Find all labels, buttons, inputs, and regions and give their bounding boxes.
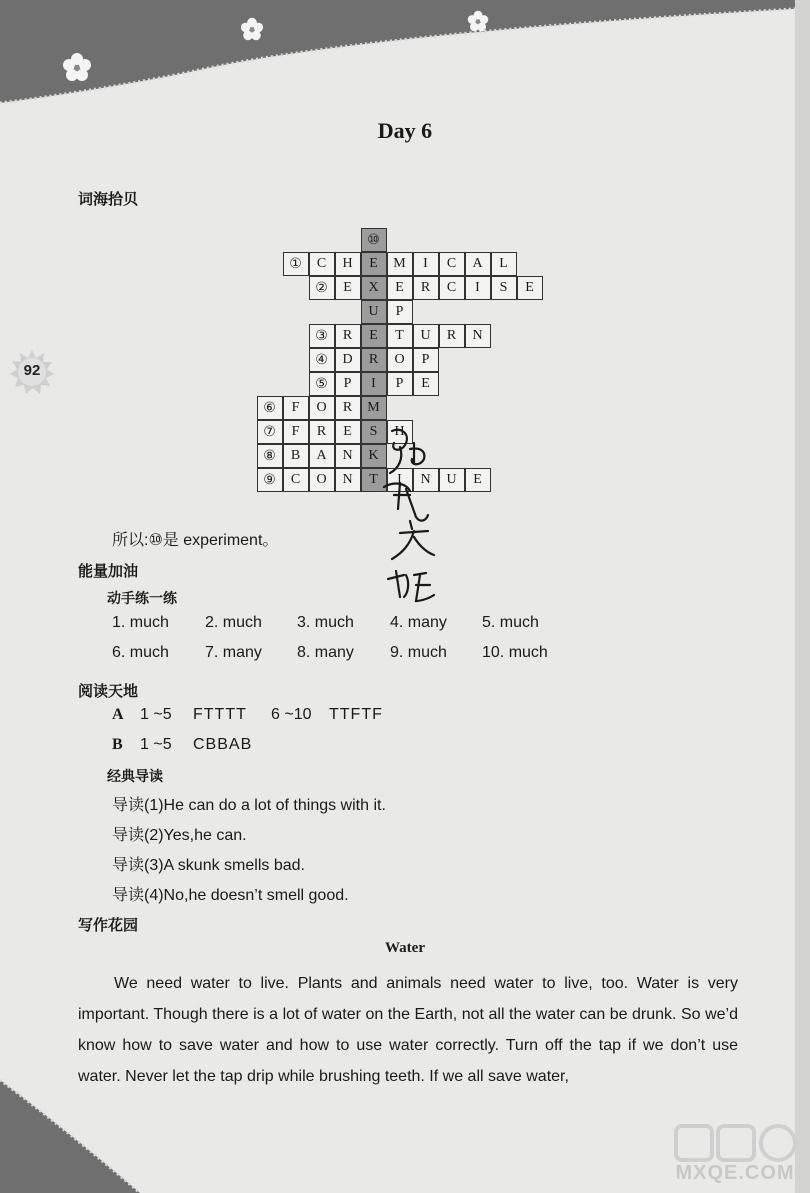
crossword-cell: C xyxy=(309,252,335,276)
crossword-cell: E xyxy=(465,468,491,492)
handwritten-signature xyxy=(370,425,440,605)
crossword-cell: R xyxy=(335,396,361,420)
crossword-cell: N xyxy=(335,444,361,468)
guide-label: 经典导读 xyxy=(107,768,163,784)
crossword-cell: K xyxy=(361,444,387,468)
guide-line-4: 导读(4)No,he doesn’t smell good. xyxy=(112,887,349,904)
crossword-cell: N xyxy=(413,468,439,492)
crossword-cell: C xyxy=(439,252,465,276)
page-number-badge xyxy=(10,350,54,394)
essay-body xyxy=(78,968,738,1092)
flower-icon xyxy=(240,17,264,41)
practice-label: 动手练一练 xyxy=(107,590,177,606)
crossword-cell: T xyxy=(361,468,387,492)
crossword-cell: U xyxy=(413,324,439,348)
watermark-text: MXQE.COM xyxy=(675,1162,795,1184)
crossword-cell: E xyxy=(387,276,413,300)
crossword-cell: M xyxy=(361,396,387,420)
crossword-cell: E xyxy=(413,372,439,396)
crossword-conclusion: 所以:⑩是 experiment。 xyxy=(112,532,279,549)
practice-answer: 5. much xyxy=(482,614,539,631)
crossword-clue-number: ⑤ xyxy=(309,372,335,396)
crossword-clue-number: ⑨ xyxy=(257,468,283,492)
crossword-cell: I xyxy=(465,276,491,300)
practice-answer: 10. much xyxy=(482,644,548,661)
section-heading-energy: 能量加油 xyxy=(78,563,139,580)
practice-answer: 9. much xyxy=(390,644,447,661)
section-heading-vocab: 词海拾贝 xyxy=(78,191,139,208)
reading-b-answers-1: CBBAB xyxy=(193,736,253,753)
crossword-cell: P xyxy=(335,372,361,396)
practice-answer: 3. much xyxy=(297,614,354,631)
crossword-cell: M xyxy=(387,252,413,276)
page-title: Day 6 xyxy=(377,118,433,143)
crossword-clue-number: ⑧ xyxy=(257,444,283,468)
reading-a-range-2: 6 ~10 xyxy=(271,706,312,723)
crossword-cell: E xyxy=(361,324,387,348)
crossword-cell: S xyxy=(491,276,517,300)
reading-a-answers-1: FTTTT xyxy=(193,706,247,723)
page-number: 92 xyxy=(23,362,41,379)
practice-answer: 7. many xyxy=(205,644,262,661)
crossword-cell: H xyxy=(387,420,413,444)
essay-paragraph: We need water to live. Plants and animals need water to live, too. Water is very important. Though there is a lot of water on the Earth, not all the water can be drunk. So we’d know how to save water and how to use water correctly. Turn off the tap if we don’t use water. Never let the tap drip while brushing teeth. If we all save water, xyxy=(78,975,738,1085)
crossword-cell: R xyxy=(335,324,361,348)
crossword-clue-number: ⑥ xyxy=(257,396,283,420)
guide-line-2: 导读(2)Yes,he can. xyxy=(112,827,247,844)
crossword-cell: I xyxy=(413,252,439,276)
reading-a-answers-2: TTFTF xyxy=(329,706,383,723)
crossword-cell: H xyxy=(335,252,361,276)
guide-line-1: 导读(1)He can do a lot of things with it. xyxy=(112,797,386,814)
practice-answer: 2. much xyxy=(205,614,262,631)
crossword-cell: O xyxy=(309,396,335,420)
essay-title: Water xyxy=(385,940,425,956)
crossword-cell: B xyxy=(283,444,309,468)
practice-answer: 4. many xyxy=(390,614,447,631)
crossword-cell: C xyxy=(283,468,309,492)
crossword-cell: F xyxy=(283,396,309,420)
crossword-cell: F xyxy=(283,420,309,444)
crossword-clue-number: ① xyxy=(283,252,309,276)
crossword-cell: I xyxy=(387,468,413,492)
crossword-cell: L xyxy=(491,252,517,276)
crossword-cell: I xyxy=(361,372,387,396)
crossword-clue-number: ② xyxy=(309,276,335,300)
crossword-cell: T xyxy=(387,324,413,348)
practice-answer: 6. much xyxy=(112,644,169,661)
crossword-cell: A xyxy=(309,444,335,468)
reading-a-range-1: 1 ~5 xyxy=(140,706,172,723)
crossword-cell: E xyxy=(517,276,543,300)
crossword-cell: E xyxy=(335,276,361,300)
reading-b-range-1: 1 ~5 xyxy=(140,736,172,753)
crossword-clue-number: ⑩ xyxy=(361,228,387,252)
crossword-cell: R xyxy=(413,276,439,300)
practice-answer: 8. many xyxy=(297,644,354,661)
crossword-cell: X xyxy=(361,276,387,300)
crossword-clue-number: ③ xyxy=(309,324,335,348)
crossword-cell: E xyxy=(361,252,387,276)
watermark-logo-icon xyxy=(670,1118,800,1166)
crossword-cell: R xyxy=(361,348,387,372)
crossword-cell: P xyxy=(387,372,413,396)
crossword-cell: R xyxy=(309,420,335,444)
flower-icon xyxy=(467,10,489,32)
crossword-cell: R xyxy=(439,324,465,348)
crossword-cell: N xyxy=(465,324,491,348)
crossword-cell: E xyxy=(335,420,361,444)
crossword-cell: U xyxy=(439,468,465,492)
crossword-clue-number: ⑦ xyxy=(257,420,283,444)
crossword-cell: P xyxy=(387,300,413,324)
reading-part-a-label: A xyxy=(112,706,124,723)
crossword-clue-number: ④ xyxy=(309,348,335,372)
crossword-cell: S xyxy=(361,420,387,444)
reading-part-b-label: B xyxy=(112,736,123,753)
crossword-cell: N xyxy=(335,468,361,492)
watermark xyxy=(670,1118,800,1188)
crossword-cell: C xyxy=(439,276,465,300)
crossword-cell: U xyxy=(361,300,387,324)
crossword-cell: P xyxy=(413,348,439,372)
section-heading-writing: 写作花园 xyxy=(78,917,139,934)
section-heading-reading: 阅读天地 xyxy=(78,683,139,700)
crossword-cell: O xyxy=(309,468,335,492)
practice-answer: 1. much xyxy=(112,614,169,631)
crossword-cell: O xyxy=(387,348,413,372)
crossword-cell: A xyxy=(465,252,491,276)
crossword-cell: D xyxy=(335,348,361,372)
guide-line-3: 导读(3)A skunk smells bad. xyxy=(112,857,305,874)
flower-icon xyxy=(62,52,92,82)
